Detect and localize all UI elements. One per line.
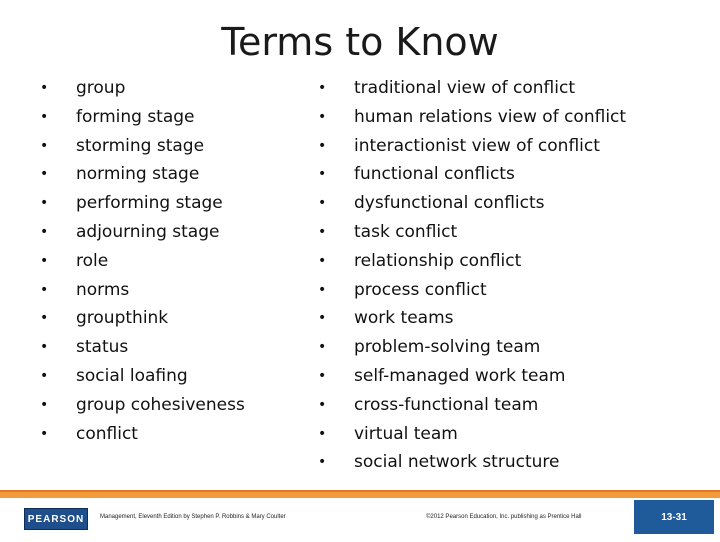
term-label: conflict	[76, 423, 138, 444]
term-label: human relations view of conflict	[354, 106, 627, 127]
bullet-icon: •	[40, 108, 49, 125]
term-label: adjourning stage	[76, 221, 220, 242]
term-label: functional conflicts	[354, 164, 515, 185]
term-label: norming stage	[76, 164, 200, 185]
bullet-icon: •	[318, 339, 327, 356]
term-label: work teams	[354, 308, 454, 329]
term-label: group cohesiveness	[76, 394, 245, 415]
bullet-icon: •	[318, 396, 327, 413]
footer-copyright: ©2012 Pearson Education, Inc. publishing as Prentice Hall	[426, 514, 582, 520]
term-label: virtual team	[354, 423, 458, 444]
term-label: social loafing	[76, 365, 188, 386]
footer-book-credit: Management, Eleventh Edition by Stephen P. Robbins & Mary Coulter	[100, 514, 286, 520]
term-label: groupthink	[76, 308, 169, 329]
bullet-icon: •	[318, 281, 327, 298]
term-label: process conflict	[354, 279, 487, 300]
page-number-badge: 13-31	[634, 500, 714, 534]
term-label: interactionist view of conflict	[354, 135, 600, 156]
term-label: traditional view of conflict	[354, 78, 575, 98]
bullet-icon: •	[40, 425, 49, 442]
term-label: relationship conflict	[354, 250, 522, 271]
bullet-icon: •	[40, 281, 49, 298]
bullet-icon: •	[318, 367, 327, 384]
bullet-icon: •	[40, 195, 49, 212]
term-label: social network structure	[354, 452, 560, 473]
bullet-icon: •	[40, 310, 49, 327]
term-label: group	[76, 78, 126, 98]
bullet-icon: •	[318, 166, 327, 183]
bullet-icon: •	[318, 425, 327, 442]
bullet-icon: •	[40, 166, 49, 183]
term-label: status	[76, 337, 129, 358]
bullet-icon: •	[40, 223, 49, 240]
bullet-icon: •	[40, 80, 49, 96]
bullet-icon: •	[318, 108, 327, 125]
bullet-icon: •	[40, 367, 49, 384]
term-label: role	[76, 250, 109, 271]
term-label: dysfunctional conflicts	[354, 193, 545, 214]
bullet-icon: •	[40, 252, 49, 269]
term-label: forming stage	[76, 106, 195, 127]
bullet-icon: •	[318, 137, 327, 154]
bullet-icon: •	[318, 454, 327, 471]
bullet-icon: •	[318, 195, 327, 212]
term-label: self-managed work team	[354, 365, 566, 386]
bullet-icon: •	[40, 339, 49, 356]
pearson-logo: PEARSON	[24, 508, 88, 530]
term-label: problem-solving team	[354, 337, 541, 358]
bullet-icon: •	[318, 252, 327, 269]
term-label: performing stage	[76, 193, 223, 214]
slide-title: Terms to Know	[221, 20, 499, 64]
term-label: storming stage	[76, 135, 205, 156]
footer	[0, 490, 720, 542]
bullet-icon: •	[40, 396, 49, 413]
footer-accent-band	[0, 492, 720, 498]
bullet-icon: •	[318, 223, 327, 240]
bullet-icon: •	[318, 80, 327, 96]
term-label: task conflict	[354, 221, 458, 242]
bullet-icon: •	[318, 310, 327, 327]
term-label: cross-functional team	[354, 394, 539, 415]
term-label: norms	[76, 279, 130, 300]
bullet-icon: •	[40, 137, 49, 154]
